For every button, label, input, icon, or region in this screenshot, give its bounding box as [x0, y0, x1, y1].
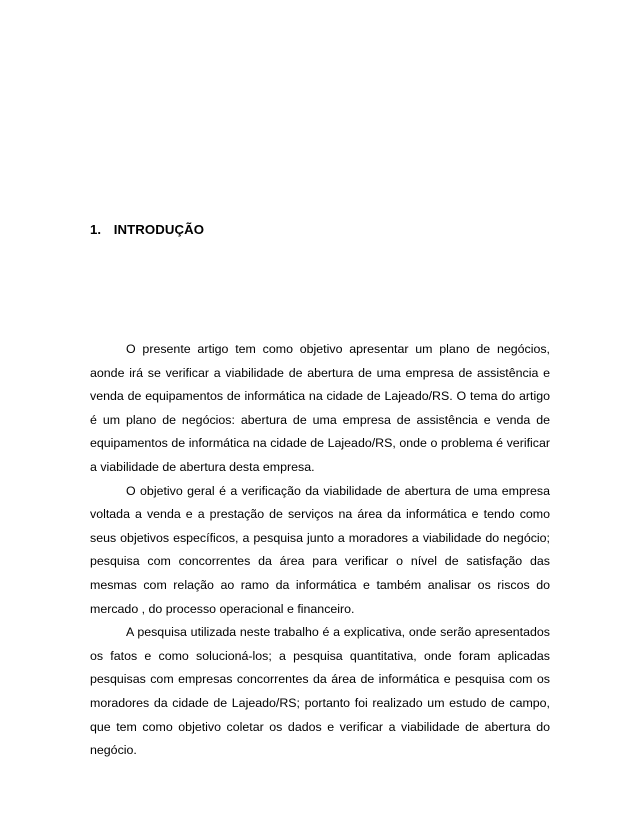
section-title: INTRODUÇÃO — [113, 222, 205, 237]
introduction-body — [90, 338, 550, 763]
paragraph-3: A pesquisa utilizada neste trabalho é a explicativa, onde serão apresentados os fatos e como solucioná-los; a pesquisa quantitativa, onde foram aplicadas pesquisas com empresas concorrentes da área de informática e pesquisa com os moradores da cidade de Lajeado/RS; portanto foi realizado um estudo de campo, que tem como objetivo coletar os dados e verificar a viabilidade de abertura do negócio. — [90, 625, 550, 758]
section-heading — [90, 222, 204, 237]
section-number: 1. — [90, 222, 102, 237]
paragraph-2: O objetivo geral é a verificação da viabilidade de abertura de uma empresa voltada a venda e a prestação de serviços na área da informática e tendo como seus objetivos específicos, a pesquisa junto a moradores a viabilidade do negócio; pesquisa com concorrentes da área para verificar o nível de satisfação das mesmas com relação ao ramo da informática e também analisar os riscos do mercado , do processo operacional e financeiro. — [90, 483, 550, 616]
paragraph-1: O presente artigo tem como objetivo apresentar um plano de negócios, aonde irá se verificar a viabilidade de abertura de uma empresa de assistência e venda de equipamentos de informática na cidade de Lajeado/RS. O tema do artigo é um plano de negócios: abertura de uma empresa de assistência e venda de equipamentos de informática na cidade de Lajeado/RS, onde o problema é verificar a viabilidade de abertura desta empresa. — [90, 342, 550, 474]
